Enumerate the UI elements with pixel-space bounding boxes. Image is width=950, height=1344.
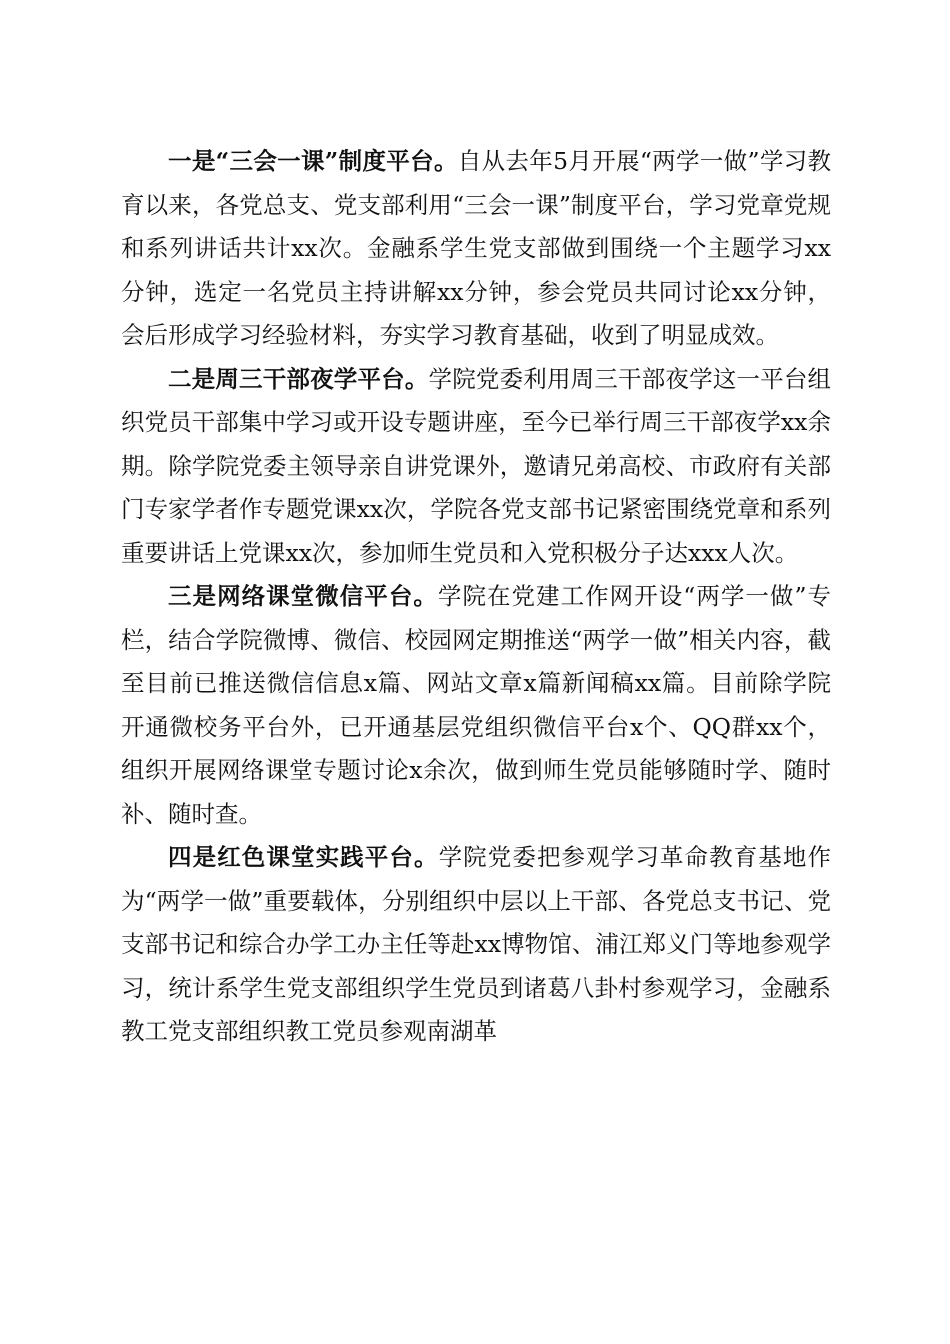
paragraph-3-text: 学院在党建工作网开设“两学一做”专栏，结合学院微博、微信、校园网定期推送“两学一做”相关内容，截至目前已推送微信信息x篇、网站文章x篇新闻稿xx篇。目前除学院开通微校务平台外，已开通基层党组织微信平台x个、QQ群xx个，组织开展网络课堂专题讨论x余次，做到师生党员能够随时学、随时补、随时查。	[121, 582, 832, 828]
paragraph-2-text: 学院党委利用周三干部夜学这一平台组织党员干部集中学习或开设专题讲座，至今已举行周三干部夜学xx余期。除学院党委主领导亲自讲党课外，邀请兄弟高校、市政府有关部门专家学者作专题党课xx次，学院各党支部书记紧密围绕党章和系列重要讲话上党课xx次，参加师生党员和入党积极分子达xxx人次。	[121, 364, 832, 567]
paragraph-2-heading: 二是周三干部夜学平台。	[168, 364, 429, 393]
paragraph-3-heading: 三是网络课堂微信平台。	[168, 582, 438, 610]
paragraph-1	[121, 140, 831, 358]
document-body	[121, 140, 831, 1054]
paragraph-4	[121, 836, 831, 1054]
paragraph-1-heading: 一是“三会一课”制度平台。	[168, 147, 458, 175]
paragraph-2	[121, 358, 831, 576]
paragraph-1-text: 自从去年5月开展“两学一做”学习教育以来，各党总支、党支部利用“三会一课”制度平台，学习党章党规和系列讲话共计xx次。金融系学生党支部做到围绕一个主题学习xx分钟，选定一名党员主持讲解xx分钟，参会党员共同讨论xx分钟，会后形成学习经验材料，夯实学习教育基础，收到了明显成效。	[121, 147, 831, 349]
paragraph-4-text: 学院党委把参观学习革命教育基地作为“两学一做”重要载体，分别组织中层以上干部、各党总支书记、党支部书记和综合办学工办主任等赴xx博物馆、浦江郑义门等地参观学习，统计系学生党支部组织学生党员到诸葛八卦村参观学习，金融系教工党支部组织教工党员参观南湖革	[121, 843, 832, 1045]
paragraph-3	[121, 575, 831, 836]
paragraph-4-heading: 四是红色课堂实践平台。	[168, 843, 439, 871]
